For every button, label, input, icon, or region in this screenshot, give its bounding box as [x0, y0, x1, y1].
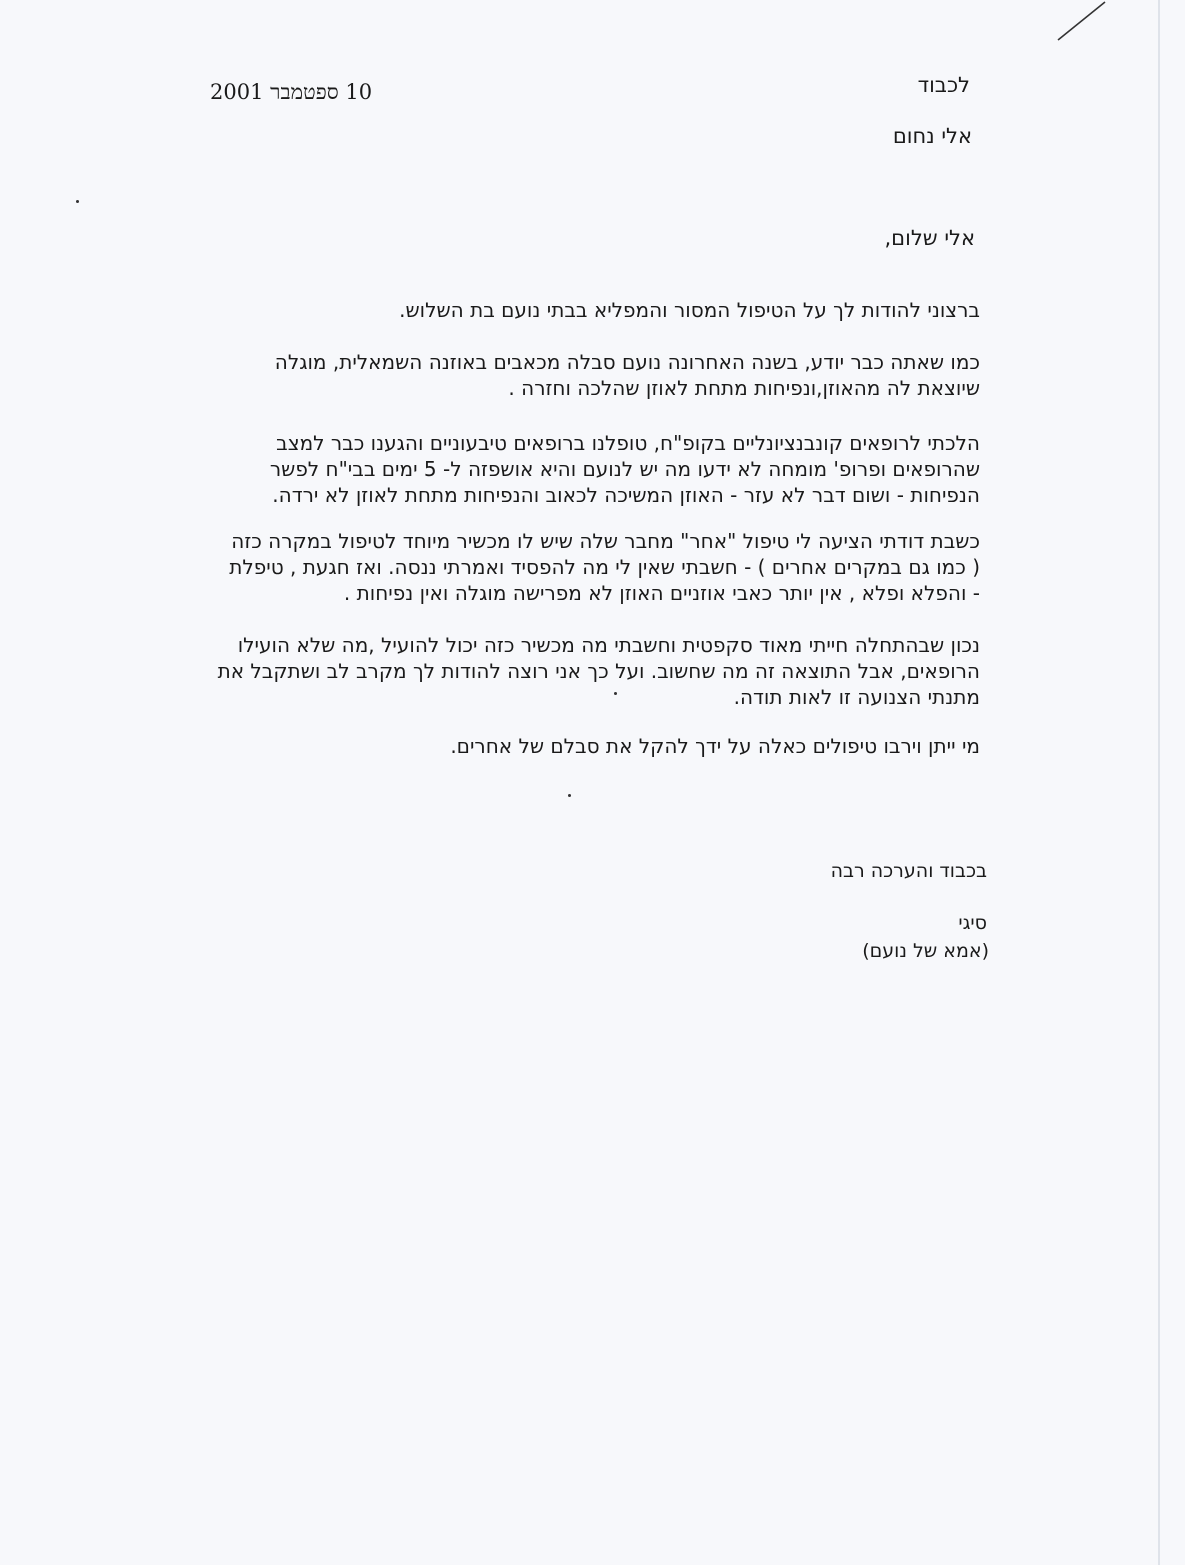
- paragraph-4: [229, 528, 980, 606]
- recipient-name: אלי נחום: [892, 124, 972, 148]
- pen-stroke-mark: [1050, 0, 1130, 50]
- paragraph-3: [270, 430, 980, 508]
- paragraph-2: [275, 349, 980, 401]
- letter-date: 10 ספטמבר 2001: [210, 80, 373, 104]
- paragraph-line: שהרופאים ופרופ' מומחה לא ידעו מה יש לנועם והיא אושפזה ל- 5 ימים בבי"ח לפשר: [269, 457, 980, 481]
- paragraph-line: כמו שאתה כבר יודע, בשנה האחרונה נועם סבלה מכאבים באוזנה השמאלית, מוגלה: [274, 350, 980, 374]
- paragraph-line: ברצוני להודות לך על הטיפול המסור והמפליא בבתי נועם בת השלוש.: [399, 298, 980, 322]
- signature-note: (אמא של נועם): [862, 940, 989, 962]
- signature-name: סיגי: [958, 912, 987, 934]
- salutation-to: לכבוד: [917, 73, 970, 97]
- paragraph-6: [450, 733, 980, 759]
- ink-speck: [614, 692, 617, 695]
- paragraph-line: - והפלא ופלא , אין יותר כאבי אוזניים האוזן לא מפרישה מוגלה ואין נפיחות .: [343, 581, 980, 605]
- paragraph-line: הלכתי לרופאים קונבנציונליים בקופ"ח, טופלנו ברופאים טיבעוניים והגענו כבר למצב: [276, 431, 980, 455]
- paragraph-line: הנפיחות - ושום דבר לא עזר - האוזן המשיכה לכאוב והנפיחות מתחת לאוזן לא ירדה.: [272, 483, 980, 507]
- closing-line: בכבוד והערכה רבה: [830, 860, 987, 882]
- paragraph-line: ( כמו גם במקרים אחרים ) - חשבתי שאין לי מה להפסיד ואמרתי ננסה. ואז חגעת , טיפלת: [229, 555, 980, 579]
- paragraph-line: מתנתי הצנועה זו לאות תודה.: [733, 685, 980, 709]
- paragraph-line: מי ייתן וירבו טיפולים כאלה על ידך להקל את סבלם של אחרים.: [450, 734, 980, 758]
- paragraph-line: נכון שבהתחלה חייתי מאוד סקפטית וחשבתי מה מכשיר כזה יכול להועיל ,מה שלא הועילו: [237, 633, 980, 657]
- paragraph-5: [218, 632, 980, 710]
- paragraph-line: כשבת דודתי הציעה לי טיפול "אחר" מחבר שלה שיש לו מכשיר מיוחד לטיפול במקרה כזה: [231, 529, 980, 553]
- ink-speck: [76, 200, 79, 203]
- paragraph-line: שיוצאת לה מהאוזן,ונפיחות מתחת לאוזן שהלכה וחזרה .: [508, 376, 980, 400]
- ink-speck: [568, 794, 571, 797]
- paragraph-line: הרופאים, אבל התוצאה זה מה שחשוב. ועל כך אני רוצה להודות לך מקרב לב ושתקבל את: [217, 659, 980, 683]
- greeting: אלי שלום,: [884, 226, 975, 250]
- page-edge: [1158, 0, 1160, 1565]
- paragraph-1: [399, 297, 980, 323]
